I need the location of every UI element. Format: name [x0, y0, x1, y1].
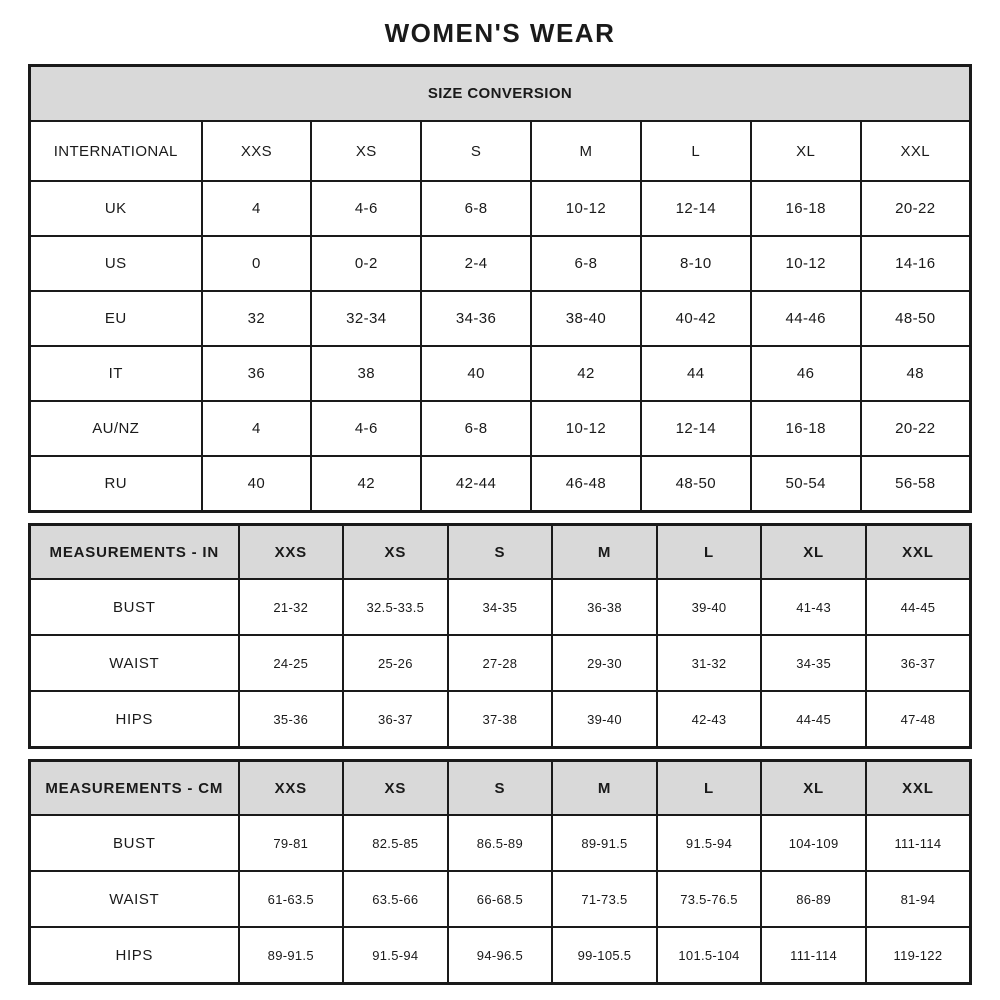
measurement-value-cell: 36-37 [866, 635, 971, 691]
size-header-cell: S [421, 121, 531, 181]
row-label: AU/NZ [30, 401, 202, 456]
size-value-cell: 38-40 [531, 291, 641, 346]
size-value-cell: 8-10 [641, 236, 751, 291]
row-label: INTERNATIONAL [30, 121, 202, 181]
size-value-cell: 40-42 [641, 291, 751, 346]
table-row [30, 236, 971, 291]
measurement-value-cell: 44-45 [866, 579, 971, 635]
size-value-cell: 48-50 [861, 291, 971, 346]
measurement-value-cell: 29-30 [552, 635, 657, 691]
size-header-cell: XXS [239, 525, 344, 580]
size-value-cell: 20-22 [861, 181, 971, 236]
size-value-cell: 10-12 [531, 401, 641, 456]
size-value-cell: 48-50 [641, 456, 751, 512]
measurement-value-cell: 37-38 [448, 691, 553, 748]
measurement-value-cell: 34-35 [448, 579, 553, 635]
measurement-value-cell: 89-91.5 [239, 927, 344, 984]
measurement-value-cell: 91.5-94 [343, 927, 448, 984]
size-header-cell: XXS [239, 761, 344, 816]
measurement-value-cell: 111-114 [761, 927, 866, 984]
size-value-cell: 14-16 [861, 236, 971, 291]
measurement-value-cell: 36-38 [552, 579, 657, 635]
size-header-cell: XS [343, 525, 448, 580]
size-value-cell: 44-46 [751, 291, 861, 346]
size-value-cell: 16-18 [751, 181, 861, 236]
size-value-cell: 44 [641, 346, 751, 401]
size-value-cell: 16-18 [751, 401, 861, 456]
measurement-value-cell: 79-81 [239, 815, 344, 871]
measurement-value-cell: 104-109 [761, 815, 866, 871]
table-row [30, 181, 971, 236]
measurements-cm-header: MEASUREMENTS - CM [30, 761, 239, 816]
row-label: BUST [30, 815, 239, 871]
measurement-value-cell: 31-32 [657, 635, 762, 691]
size-header-cell: XXL [866, 761, 971, 816]
size-value-cell: 46-48 [531, 456, 641, 512]
size-header-cell: M [552, 761, 657, 816]
table-row [30, 456, 971, 512]
row-label: EU [30, 291, 202, 346]
size-value-cell: 42-44 [421, 456, 531, 512]
measurement-value-cell: 99-105.5 [552, 927, 657, 984]
size-value-cell: 50-54 [751, 456, 861, 512]
measurement-value-cell: 24-25 [239, 635, 344, 691]
size-value-cell: 10-12 [531, 181, 641, 236]
table-row [30, 691, 971, 748]
row-label: WAIST [30, 871, 239, 927]
row-label: HIPS [30, 691, 239, 748]
row-label: US [30, 236, 202, 291]
size-header-cell: XXS [202, 121, 312, 181]
size-value-cell: 10-12 [751, 236, 861, 291]
measurement-value-cell: 36-37 [343, 691, 448, 748]
measurements-cm-table [28, 759, 972, 985]
size-header-cell: XL [761, 525, 866, 580]
size-value-cell: 2-4 [421, 236, 531, 291]
row-label: UK [30, 181, 202, 236]
size-value-cell: 20-22 [861, 401, 971, 456]
row-label: RU [30, 456, 202, 512]
measurement-value-cell: 119-122 [866, 927, 971, 984]
size-header-cell: L [641, 121, 751, 181]
size-header-cell: M [552, 525, 657, 580]
size-value-cell: 0-2 [311, 236, 421, 291]
size-value-cell: 42 [531, 346, 641, 401]
table-row [30, 761, 971, 816]
size-header-cell: XXL [866, 525, 971, 580]
measurement-value-cell: 81-94 [866, 871, 971, 927]
table-row [30, 579, 971, 635]
measurement-value-cell: 44-45 [761, 691, 866, 748]
table-row [30, 401, 971, 456]
measurement-value-cell: 41-43 [761, 579, 866, 635]
measurement-value-cell: 71-73.5 [552, 871, 657, 927]
measurement-value-cell: 39-40 [552, 691, 657, 748]
table-row [30, 871, 971, 927]
size-value-cell: 46 [751, 346, 861, 401]
measurement-value-cell: 101.5-104 [657, 927, 762, 984]
size-value-cell: 4 [202, 181, 312, 236]
row-label: IT [30, 346, 202, 401]
measurement-value-cell: 21-32 [239, 579, 344, 635]
size-value-cell: 4 [202, 401, 312, 456]
measurement-value-cell: 86.5-89 [448, 815, 553, 871]
table-row [30, 121, 971, 181]
table-row [30, 635, 971, 691]
size-header-cell: L [657, 525, 762, 580]
measurement-value-cell: 86-89 [761, 871, 866, 927]
size-value-cell: 34-36 [421, 291, 531, 346]
size-header-cell: S [448, 761, 553, 816]
measurement-value-cell: 27-28 [448, 635, 553, 691]
size-header-cell: XS [311, 121, 421, 181]
measurement-value-cell: 89-91.5 [552, 815, 657, 871]
measurement-value-cell: 35-36 [239, 691, 344, 748]
table-row [30, 66, 971, 122]
row-label: WAIST [30, 635, 239, 691]
page-title: WOMEN'S WEAR [384, 18, 616, 48]
measurement-value-cell: 111-114 [866, 815, 971, 871]
size-value-cell: 36 [202, 346, 312, 401]
measurement-value-cell: 82.5-85 [343, 815, 448, 871]
size-value-cell: 40 [421, 346, 531, 401]
row-label: HIPS [30, 927, 239, 984]
size-value-cell: 4-6 [311, 401, 421, 456]
size-value-cell: 32-34 [311, 291, 421, 346]
measurement-value-cell: 91.5-94 [657, 815, 762, 871]
size-conversion-header: SIZE CONVERSION [30, 66, 971, 122]
table-row [30, 525, 971, 580]
measurement-value-cell: 34-35 [761, 635, 866, 691]
size-value-cell: 40 [202, 456, 312, 512]
measurement-value-cell: 32.5-33.5 [343, 579, 448, 635]
size-header-cell: XXL [861, 121, 971, 181]
measurement-value-cell: 63.5-66 [343, 871, 448, 927]
measurement-value-cell: 94-96.5 [448, 927, 553, 984]
measurements-in-header: MEASUREMENTS - IN [30, 525, 239, 580]
size-value-cell: 0 [202, 236, 312, 291]
size-value-cell: 6-8 [421, 401, 531, 456]
size-header-cell: M [531, 121, 641, 181]
measurement-value-cell: 66-68.5 [448, 871, 553, 927]
table-row [30, 815, 971, 871]
table-row [30, 346, 971, 401]
size-value-cell: 56-58 [861, 456, 971, 512]
size-value-cell: 38 [311, 346, 421, 401]
size-value-cell: 12-14 [641, 401, 751, 456]
size-header-cell: XL [761, 761, 866, 816]
measurement-value-cell: 47-48 [866, 691, 971, 748]
size-header-cell: L [657, 761, 762, 816]
size-value-cell: 48 [861, 346, 971, 401]
size-value-cell: 42 [311, 456, 421, 512]
size-value-cell: 4-6 [311, 181, 421, 236]
measurement-value-cell: 39-40 [657, 579, 762, 635]
measurement-value-cell: 42-43 [657, 691, 762, 748]
size-value-cell: 6-8 [531, 236, 641, 291]
table-row [30, 291, 971, 346]
measurements-in-table [28, 523, 972, 749]
size-header-cell: S [448, 525, 553, 580]
row-label: BUST [30, 579, 239, 635]
size-header-cell: XL [751, 121, 861, 181]
size-value-cell: 32 [202, 291, 312, 346]
size-value-cell: 6-8 [421, 181, 531, 236]
measurement-value-cell: 25-26 [343, 635, 448, 691]
size-value-cell: 12-14 [641, 181, 751, 236]
size-header-cell: XS [343, 761, 448, 816]
table-row [30, 927, 971, 984]
size-conversion-table [28, 64, 972, 513]
measurement-value-cell: 73.5-76.5 [657, 871, 762, 927]
measurement-value-cell: 61-63.5 [239, 871, 344, 927]
